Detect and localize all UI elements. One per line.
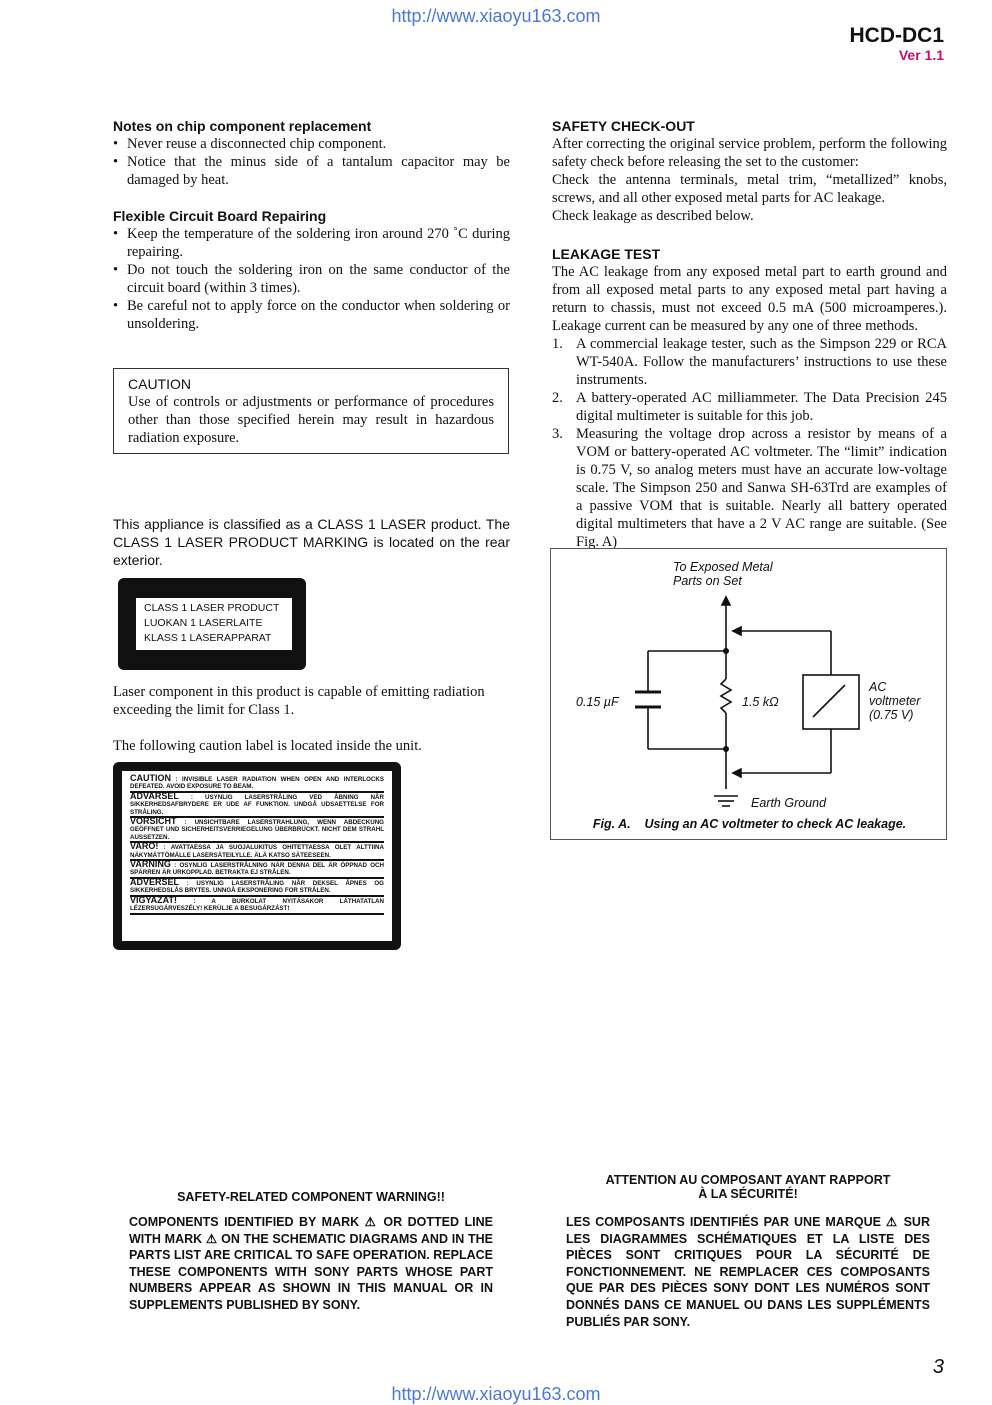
voltmeter-label-line: (0.75 V) [869, 708, 914, 722]
item-text: Measuring the voltage drop across a resistor by means of a VOM or battery-operated AC voltmeter. The “limit” indication is 0.75 V, so analog meters must have an accurate low-voltage scale. The Simpson 250 and Sanwa SH-63Trd are examples of a passive VOM that is suitable. Nearly all battery operated digital multimeters that have a 2 V AC range are suitable. (See Fig. A) [576, 426, 947, 550]
leakage-intro: The AC leakage from any exposed metal part to earth ground and from all exposed metal parts to any exposed metal part having a return to chassis, must not exceed 0.5 mA (500 microamperes.). Leakage current can be measured by any one of three methods. [552, 264, 947, 334]
safety-checkout [552, 117, 947, 225]
warning-fr-title [566, 1173, 930, 1201]
figure-a [550, 548, 947, 840]
caution-label-head: VARO! [130, 841, 159, 852]
caution-label-head: ADVARSEL [130, 790, 179, 801]
resistor-value: 1.5 kΩ [742, 695, 779, 709]
caution-label-head: VARNING [130, 859, 171, 870]
caution-label-head: VIGYAZAT! [130, 894, 178, 905]
caution-label-row [130, 790, 384, 818]
caution-label-head: CAUTION [130, 773, 171, 783]
figure-label-exposed [673, 560, 773, 588]
item-text: A commercial leakage tester, such as the Simpson 229 or RCA WT-540A. Follow the manufacturers’ instructions to use these instruments. [576, 336, 947, 388]
caution-label-text: : A BURKOLAT NYITÁSAKOR LÁTHATATLAN LÉZERSUGÁRVESZÉLY! KERÜLJE A BESUGÁRZÁST! [130, 897, 384, 913]
caution-label-text: : UNSICHTBARE LASERSTRAHLUNG, WENN ABDECKUNG GEÖFFNET UND SICHERHEITSVERRIEGELUNG ÜBERBRÜCKT. NICHT DEM STRAHL AUSSETZEN. [130, 819, 384, 841]
caution-label-row [130, 818, 384, 843]
version-label: Ver 1.1 [898, 47, 944, 63]
warning-en-body: COMPONENTS IDENTIFIED BY MARK ⚠ OR DOTTED LINE WITH MARK ⚠ ON THE SCHEMATIC DIAGRAMS AND IN THE PARTS LIST ARE CRITICAL TO SAFE OPERATION. REPLACE THESE COMPONENTS WITH SONY PARTS WHOSE PART NUMBERS APPEAR AS SHOWN IN THIS MANUAL OR IN SUPPLEMENTS PUBLISHED BY SONY. [129, 1215, 493, 1312]
warning-fr-title-line: À LA SÉCURITÉ! [698, 1187, 798, 1201]
figure-label-line: Parts on Set [673, 574, 742, 588]
figure-caption: Fig. A. Using an AC voltmeter to check AC leakage. [592, 817, 907, 831]
capacitor-value: 0.15 µF [576, 695, 619, 709]
footer-url[interactable]: http://www.xiaoyu163.com [391, 1384, 601, 1404]
list-item [552, 335, 947, 389]
laser-label-line: KLASS 1 LASERAPPARAT [144, 632, 272, 644]
caution-text: Use of controls or adjustments or performance of procedures other than those specified herein may result in hazardous radiation exposure. [128, 394, 494, 446]
figure-label-line: To Exposed Metal [673, 560, 773, 574]
caution-label-text: : INVISIBLE LASER RADIATION WHEN OPEN AND INTERLOCKS DEFEATED. AVOID EXPOSURE TO BEAM. [130, 776, 384, 791]
flex-repair [113, 207, 510, 333]
caution-label-head: VORSICHT [130, 816, 177, 827]
leakage-test [552, 245, 947, 551]
caution-label-sticker [113, 762, 401, 950]
caution-label-text: : AVATTAESSA JA SUOJALUKITUS OHITETTAESSA OLET ALTTIINA NÄKYMÄTTÖMÄLLE LASERSÄTEILYLLE. ÄLÄ KATSO SÄTEESEEN. [130, 844, 384, 859]
list-item: • Do not touch the soldering iron on the same conductor of the circuit board (within 3 times). [113, 261, 510, 297]
item-text: A battery-operated AC milliammeter. The Data Precision 245 digital multimeter is suitable for this job. [576, 390, 947, 424]
item-number: 1. [552, 336, 563, 352]
laser-class-label [118, 578, 306, 670]
caution-label-text: : USYNLIG LASERSTRÅLING NÅR DEKSEL ÅPNES OG SIKKERHEDSLÅS BRYTES. UNNGÅ EKSPONERING FOR STRÅLEN. [130, 879, 384, 895]
laser-component-text: Laser component in this product is capable of emitting radiation exceeding the limit for Class 1. [113, 684, 485, 718]
list-item [552, 425, 947, 551]
safety-para: Check the antenna terminals, metal trim, “metallized” knobs, screws, and all other exposed metal parts for AC leakage. [552, 172, 947, 206]
list-item [552, 389, 947, 425]
safety-para: After correcting the original service problem, perform the following safety check before releasing the set to the customer: [552, 136, 947, 170]
earth-ground-label: Earth Ground [751, 796, 827, 810]
laser-label-line: CLASS 1 LASER PRODUCT [144, 602, 280, 614]
warning-fr-title-line: ATTENTION AU COMPOSANT AYANT RAPPORT [605, 1173, 891, 1187]
list-item: • Be careful not to apply force on the conductor when soldering or unsoldering. [113, 297, 510, 333]
caution-label-text: : USYNLIG LASERSTRÅLING VED ÅBNING NÅR SIKKERHEDSAFBRYDERE ER UDE AF FUNKTION. UNDGÅ UDSAETTELSE FOR STRÅLING. [130, 793, 384, 816]
following-label-text: The following caution label is located inside the unit. [113, 738, 422, 754]
list-item: • Never reuse a disconnected chip component. [113, 135, 510, 153]
leakage-title: LEAKAGE TEST [552, 246, 661, 262]
voltmeter-label-line: AC [869, 680, 887, 694]
page-number: 3 [932, 1356, 944, 1378]
chip-notes [113, 117, 510, 189]
header-url[interactable]: http://www.xiaoyu163.com [391, 6, 601, 26]
warning-en-title: SAFETY-RELATED COMPONENT WARNING!! [177, 1190, 445, 1204]
item-number: 2. [552, 390, 563, 406]
laser-intro: This appliance is classified as a CLASS 1 LASER product. The CLASS 1 LASER PRODUCT MARKING is located on the rear exterior. [113, 516, 510, 568]
voltmeter-label [869, 680, 920, 722]
list-item: • Notice that the minus side of a tantalum capacitor may be damaged by heat. [113, 153, 510, 189]
caution-label-head: ADVERSEL [130, 876, 180, 887]
model-number: HCD-DC1 [849, 24, 944, 47]
caution-label-text: : OSYNLIG LASERSTRÅLNING NÄR DENNA DEL ÄR ÖPPNAD OCH SPÄRREN ÄR URKOPPLAD. BETRAKTA EJ STRÅLEN. [130, 862, 384, 877]
warning-fr-body: LES COMPOSANTS IDENTIFIÉS PAR UNE MARQUE ⚠ SUR LES DIAGRAMMES SCHÉMATIQUES ET LA LISTE DES PIÈCES SONT CRITIQUES POUR LA SÉCURITÉ DE FONCTIONNEMENT. NE REMPLACER CES COMPOSANTS QUE PAR DES PIÈCES SONY DONT LES NUMÉROS SONT DONNÉS DANS CE MANUEL OU DANS LES SUPPLÉMENTS PUBLIÉS PAR SONY. [566, 1215, 930, 1329]
item-number: 3. [552, 426, 563, 442]
chip-notes-title: Notes on chip component replacement [113, 118, 372, 134]
caution-label-row [130, 894, 384, 915]
list-item: • Keep the temperature of the soldering iron around 270 ˚C during repairing. [113, 225, 510, 261]
safety-title: SAFETY CHECK-OUT [552, 118, 695, 134]
flex-repair-title: Flexible Circuit Board Repairing [113, 208, 327, 224]
caution-title: CAUTION [128, 376, 191, 392]
safety-para: Check leakage as described below. [552, 208, 754, 224]
caution-box [113, 368, 509, 454]
voltmeter-label-line: voltmeter [869, 694, 921, 708]
laser-label-line: LUOKAN 1 LASERLAITE [144, 617, 263, 629]
